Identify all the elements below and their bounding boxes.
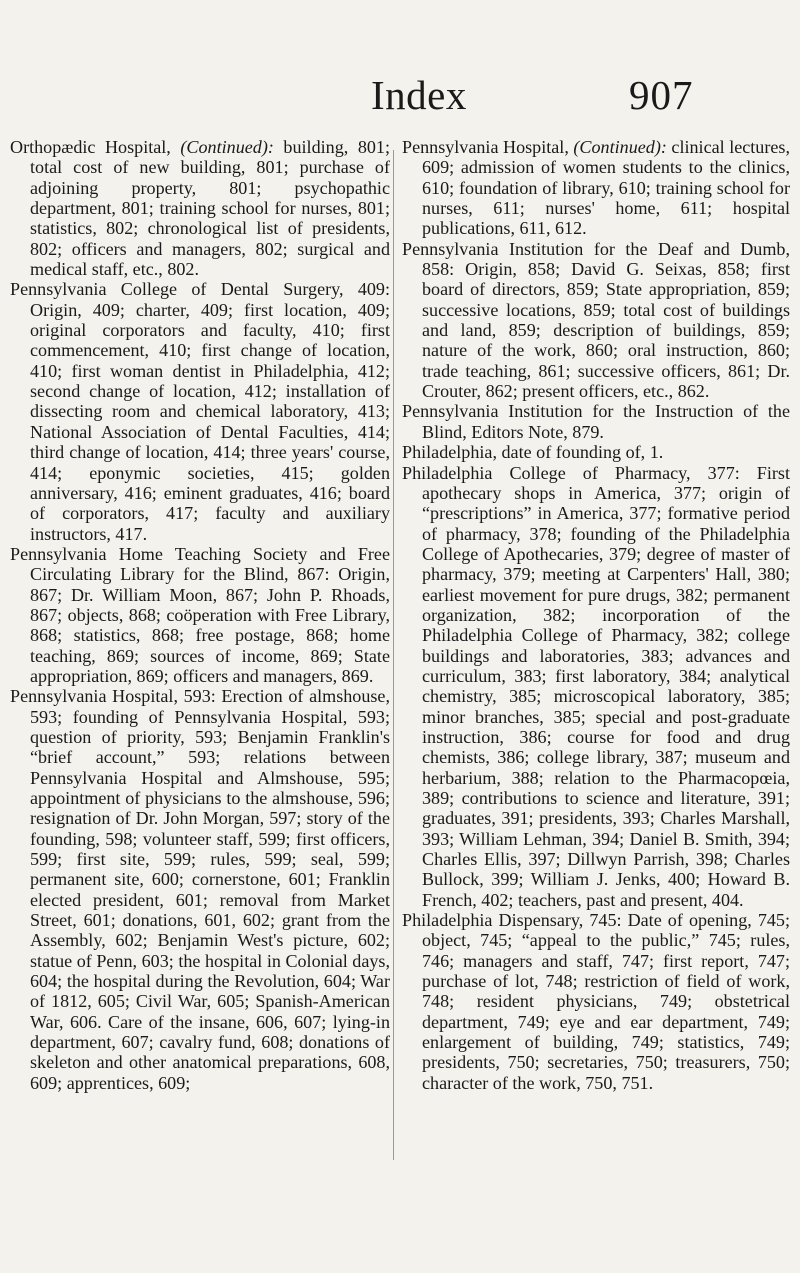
index-entry-heading: Philadelphia Dispensary, bbox=[402, 910, 584, 931]
index-entry-heading: Pennsylvania College of Dental Surgery, bbox=[10, 279, 344, 300]
index-entry bbox=[10, 279, 390, 543]
index-column-left bbox=[10, 137, 390, 1093]
index-entry-references: 593: Erection of almshouse, 593; founding of Pennsylvania Hospital, 593; question of priority, 593; Benjamin Franklin's “brief account,” 593; relations between Pennsylvania Hospital and Almshouse, 595; appointment of physicians to the almshouse, 596; resignation of Dr. John Morgan, 597; story of the founding, 598; volunteer staff, 599; first officers, 599; first site, 599; rules, 599; seal, 599; permanent site, 600; cornerstone, 601; Franklin elected president, 601; removal from Market Street, 601; donations, 601, 602; grant from the Assembly, 602; Benjamin West's picture, 602; statue of Penn, 603; the hospital in Colonial days, 604; the hospital during the Revolution, 604; War of 1812, 605; Civil War, 605; Spanish-American War, 606. Care of the insane, 606, 607; lying-in department, 607; cavalry fund, 608; donations of skeleton and other anatomical preparations, 608, 609; apprentices, 609; bbox=[30, 686, 390, 1093]
page-header bbox=[0, 70, 800, 120]
index-entry-heading: Pennsylvania Institution for the Deaf and Dumb, bbox=[402, 238, 790, 259]
index-entry bbox=[402, 239, 790, 402]
index-entry-heading: Orthopædic Hospital, bbox=[10, 137, 171, 157]
index-entry bbox=[402, 910, 790, 1093]
index-entry bbox=[10, 686, 390, 1093]
index-entry-heading: Philadelphia, date of founding of, bbox=[402, 442, 646, 463]
index-entry bbox=[10, 544, 390, 686]
index-entry-heading: Philadelphia College of Pharmacy, bbox=[402, 462, 691, 483]
index-column-right bbox=[402, 137, 790, 1093]
index-entry bbox=[402, 401, 790, 442]
section-title: Index bbox=[371, 72, 467, 118]
index-entry-references: clinical lectures, 609; admission of women students to the clinics, 610; foundation of library, 610; training school for nurses, 611; nurses' home, 611; hospital publications, 611, 612. bbox=[422, 137, 790, 239]
index-entry bbox=[10, 137, 390, 279]
index-entry-references: 867: Origin, 867; Dr. William Moon, 867; John P. Rhoads, 867; objects, 868; coöperation with Free Library, 868; statistics, 868; free postage, 868; home teaching, 869; sources of income, 869; State appropriation, 869; officers and managers, 869. bbox=[30, 564, 390, 686]
index-entry-references: 1. bbox=[645, 442, 664, 463]
index-entry-references: Editors Note, 879. bbox=[466, 421, 604, 442]
index-entry bbox=[402, 442, 790, 462]
continued-label: (Continued): bbox=[573, 137, 667, 157]
page-number: 907 bbox=[629, 72, 694, 118]
index-entry bbox=[402, 463, 790, 911]
index-entry-references: 409: Origin, 409; charter, 409; first location, 409; original corporators and faculty, 410; first commencement, 410; first change of location, 410; first woman dentist in Philadelphia, 412; second change of location, 412; installation of dissecting room and chemical laboratory, 413; National Association of Dental Faculties, 414; third change of location, 414; three years' course, 414; eponymic societies, 415; golden anniversary, 416; eminent graduates, 416; board of corporators, 417; faculty and auxiliary instructors, 417. bbox=[30, 279, 390, 544]
index-entry-references: 377: First apothecary shops in America, 377; origin of “prescriptions” in America, 377; formative period of pharmacy, 378; founding of the Philadelphia College of Apothecaries, 379; degree of master of pharmacy, 379; meeting at Carpenters' Hall, 380; earliest movement for pure drugs, 382; permanent organization, 382; incorporation of the Philadelphia College of Pharmacy, 382; college buildings and laboratories, 383; advances and curriculum, 383; first laboratory, 384; analytical chemistry, 385; microscopical laboratory, 385; minor branches, 385; special and post-graduate instruction, 386; course for food and drug chemists, 386; college library, 387; museum and herbarium, 388; relation to the Pharmacopœia, 389; contributions to science and literature, 391; graduates, 391; presidents, 393; Charles Marshall, 393; William Lehman, 394; Daniel B. Smith, 394; Charles Ellis, 397; Dillwyn Parrish, 398; Charles Bullock, 399; William J. Jenks, 400; Howard B. French, 402; teachers, past and present, 404. bbox=[422, 462, 790, 910]
index-entry-references: 858: Origin, 858; David G. Seixas, 858; first board of directors, 859; State appropriation, 859; successive locations, 859; total cost of buildings and land, 859; description of buildings, 859; nature of the work, 860; oral instruction, 860; trade teaching, 861; successive officers, 861; Dr. Crouter, 862; present officers, etc., 862. bbox=[422, 259, 790, 402]
index-entry-heading: Pennsylvania Hospital, bbox=[402, 137, 569, 157]
continued-label: (Continued): bbox=[180, 137, 274, 157]
index-entry-heading: Pennsylvania Hospital, bbox=[10, 686, 178, 707]
column-divider bbox=[393, 150, 394, 1160]
index-entry-references: building, 801; total cost of new building, 801; purchase of adjoining property, 801; psychopathic department, 801; training school for nurses, 801; statistics, 802; chronological list of presidents, 802; officers and managers, 802; surgical and medical staff, etc., 802. bbox=[30, 137, 390, 280]
index-entry-references: 745: Date of opening, 745; object, 745; “appeal to the public,” 745; rules, 746; managers and staff, 747; first report, 747; purchase of lot, 748; restriction of field of work, 748; resident physicians, 749; obstetrical department, 749; eye and ear department, 749; enlargement of building, 749; statistics, 749; presidents, 750; secretaries, 750; treasurers, 750; character of the work, 750, 751. bbox=[422, 910, 790, 1093]
index-entry bbox=[402, 137, 790, 239]
index-entry-heading: Pennsylvania Home Teaching Society and Free Circulating Library for the Blind, bbox=[10, 543, 390, 585]
index-entry-heading: Pennsylvania Institution for the Instruction of the Blind, bbox=[402, 401, 790, 442]
